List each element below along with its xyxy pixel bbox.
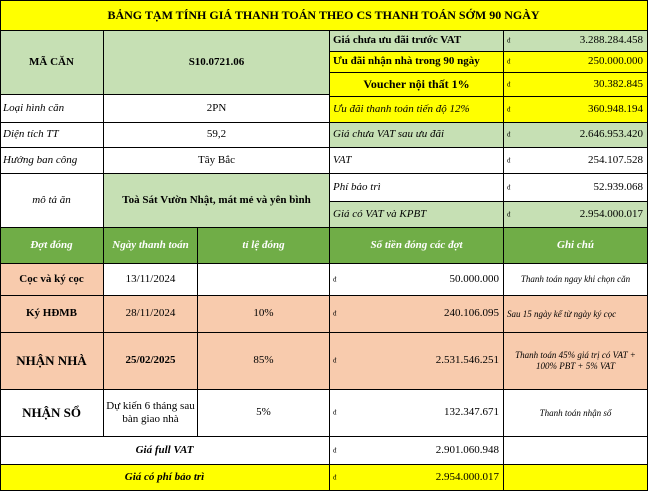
balcony-direction-value: Tây Bắc	[104, 148, 330, 174]
schedule-header-date: Ngày thanh toán	[104, 228, 198, 264]
balcony-direction-label: Hướng ban công	[0, 148, 104, 174]
summary-value-total-with-fee: đ 2.954.000.017	[504, 202, 648, 228]
sheet-title: BẢNG TẠM TÍNH GIÁ THANH TOÁN THEO CS THANH TOÁN SỚM 90 NGÀY	[0, 0, 648, 31]
schedule-row-1-date: 13/11/2024	[104, 264, 198, 296]
schedule-row-1-rate	[198, 264, 330, 296]
total-with-fee-value: đ 2.954.000.017	[330, 465, 504, 491]
schedule-row-3-amount: đ 2.531.546.251	[330, 333, 504, 390]
schedule-row-2-note: Sau 15 ngày kể từ ngày ký cọc	[504, 296, 648, 333]
schedule-row-3-date: 25/02/2025	[104, 333, 198, 390]
summary-value-progress-discount: đ 360.948.194	[504, 97, 648, 123]
summary-value-vat: đ 254.107.528	[504, 148, 648, 174]
summary-value-90day-discount: đ 250.000.000	[504, 52, 648, 73]
schedule-row-1-note: Thanh toán ngay khi chọn căn	[504, 264, 648, 296]
schedule-header-rate: tỉ lệ đóng	[198, 228, 330, 264]
schedule-row-1-phase: Cọc và ký cọc	[0, 264, 104, 296]
total-full-vat-value: đ 2.901.060.948	[330, 437, 504, 465]
summary-label-total-with-fee: Giá có VAT và KPBT	[330, 202, 504, 228]
schedule-header-phase: Đợt đóng	[0, 228, 104, 264]
schedule-row-2-rate: 10%	[198, 296, 330, 333]
summary-value-after-discount: đ 2.646.953.420	[504, 123, 648, 148]
schedule-row-4-amount: đ 132.347.671	[330, 390, 504, 437]
summary-value-base-price: đ 3.288.284.458	[504, 31, 648, 52]
schedule-header-amount: Số tiền đóng các đợt	[330, 228, 504, 264]
schedule-row-1-amount: đ 50.000.000	[330, 264, 504, 296]
schedule-row-3-note: Thanh toán 45% giá trị có VAT + 100% PBT + 5% VAT	[504, 333, 648, 390]
summary-label-after-discount: Giá chưa VAT sau ưu đãi	[330, 123, 504, 148]
summary-label-base-price: Giá chưa ưu đãi trước VAT	[330, 31, 504, 52]
unit-type-value: 2PN	[104, 95, 330, 123]
schedule-row-4-date: Dự kiến 6 tháng sau bàn giao nhà	[104, 390, 198, 437]
total-with-fee-note	[504, 465, 648, 491]
area-label: Diện tích TT	[0, 123, 104, 148]
total-full-vat-label: Giá full VAT	[0, 437, 330, 465]
summary-label-progress-discount: Ưu đãi thanh toán tiến độ 12%	[330, 97, 504, 123]
total-full-vat-note	[504, 437, 648, 465]
description-label: mô tả ăn	[0, 174, 104, 228]
schedule-row-2-date: 28/11/2024	[104, 296, 198, 333]
schedule-row-4-phase: NHẬN SỔ	[0, 390, 104, 437]
schedule-row-3-phase: NHẬN NHÀ	[0, 333, 104, 390]
description-value: Toà Sát Vườn Nhật, mát mẻ và yên bình	[104, 174, 330, 228]
unit-type-label: Loại hình căn	[0, 95, 104, 123]
total-with-fee-label: Giá có phí bảo trì	[0, 465, 330, 491]
schedule-header-note: Ghi chú	[504, 228, 648, 264]
summary-value-maintenance-fee: đ 52.939.068	[504, 174, 648, 202]
schedule-row-4-rate: 5%	[198, 390, 330, 437]
schedule-row-4-note: Thanh toán nhận sổ	[504, 390, 648, 437]
summary-label-vat: VAT	[330, 148, 504, 174]
area-value: 59,2	[104, 123, 330, 148]
summary-value-voucher: đ 30.382.845	[504, 73, 648, 97]
summary-label-voucher: Voucher nội thất 1%	[330, 73, 504, 97]
unit-code-label: MÃ CĂN	[0, 31, 104, 95]
unit-code-value: S10.0721.06	[104, 31, 330, 95]
schedule-row-2-phase: Ký HĐMB	[0, 296, 104, 333]
schedule-row-2-amount: đ 240.106.095	[330, 296, 504, 333]
summary-label-90day-discount: Ưu đãi nhận nhà trong 90 ngày	[330, 52, 504, 73]
summary-label-maintenance-fee: Phí bảo trì	[330, 174, 504, 202]
schedule-row-3-rate: 85%	[198, 333, 330, 390]
